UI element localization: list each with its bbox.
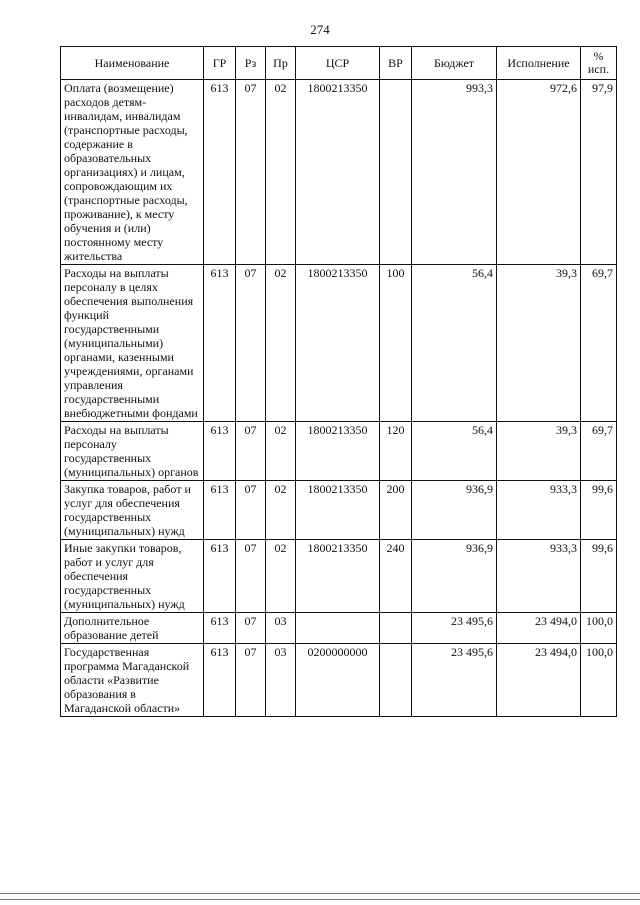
execution-value: 933,3 xyxy=(497,481,581,540)
row-name: Государственная программа Магаданской области «Развитие образования в Магаданской области» xyxy=(61,644,204,717)
budget-table xyxy=(60,46,617,717)
csr-code: 1800213350 xyxy=(296,265,380,422)
budget-value: 936,9 xyxy=(412,481,497,540)
row-name: Расходы на выплаты персоналу государственных (муниципальных) органов xyxy=(61,422,204,481)
column-header: ЦСР xyxy=(296,47,380,80)
csr-code: 0200000000 xyxy=(296,644,380,717)
table-row xyxy=(61,422,617,481)
table-row xyxy=(61,80,617,265)
rz-code: 07 xyxy=(236,644,266,717)
vr-code xyxy=(380,613,412,644)
rz-code: 07 xyxy=(236,265,266,422)
scan-edge-line xyxy=(0,899,640,900)
table-row xyxy=(61,644,617,717)
gr-code: 613 xyxy=(204,422,236,481)
gr-code: 613 xyxy=(204,644,236,717)
gr-code: 613 xyxy=(204,80,236,265)
budget-value: 936,9 xyxy=(412,540,497,613)
percent-value: 69,7 xyxy=(581,265,617,422)
pr-code: 02 xyxy=(266,481,296,540)
pr-code: 02 xyxy=(266,265,296,422)
csr-code xyxy=(296,613,380,644)
column-header: % исп. xyxy=(581,47,617,80)
vr-code xyxy=(380,80,412,265)
table-row xyxy=(61,540,617,613)
budget-value: 23 495,6 xyxy=(412,613,497,644)
execution-value: 39,3 xyxy=(497,265,581,422)
row-name: Закупка товаров, работ и услуг для обеспечения государственных (муниципальных) нужд xyxy=(61,481,204,540)
pr-code: 02 xyxy=(266,422,296,481)
pr-code: 02 xyxy=(266,540,296,613)
csr-code: 1800213350 xyxy=(296,481,380,540)
pr-code: 03 xyxy=(266,644,296,717)
pr-code: 03 xyxy=(266,613,296,644)
percent-value: 99,6 xyxy=(581,540,617,613)
row-name: Дополнительное образование детей xyxy=(61,613,204,644)
pr-code: 02 xyxy=(266,80,296,265)
vr-code: 200 xyxy=(380,481,412,540)
vr-code: 100 xyxy=(380,265,412,422)
row-name: Оплата (возмещение) расходов детям-инвалидам, инвалидам (транспортные расходы, содержание в образовательных организациях) и лицам, сопровождающим их (транспортные расходы, проживание), к месту обучения и (или) постоянному месту жительства xyxy=(61,80,204,265)
csr-code: 1800213350 xyxy=(296,422,380,481)
gr-code: 613 xyxy=(204,481,236,540)
budget-value: 56,4 xyxy=(412,265,497,422)
table-row xyxy=(61,265,617,422)
vr-code xyxy=(380,644,412,717)
execution-value: 972,6 xyxy=(497,80,581,265)
table-row xyxy=(61,481,617,540)
percent-value: 100,0 xyxy=(581,613,617,644)
csr-code: 1800213350 xyxy=(296,540,380,613)
budget-value: 993,3 xyxy=(412,80,497,265)
gr-code: 613 xyxy=(204,265,236,422)
table-header-row xyxy=(61,47,617,80)
scan-edge-line xyxy=(0,893,640,894)
column-header: Пр xyxy=(266,47,296,80)
column-header: ВР xyxy=(380,47,412,80)
execution-value: 933,3 xyxy=(497,540,581,613)
rz-code: 07 xyxy=(236,540,266,613)
gr-code: 613 xyxy=(204,613,236,644)
rz-code: 07 xyxy=(236,422,266,481)
row-name: Иные закупки товаров, работ и услуг для обеспечения государственных (муниципальных) нужд xyxy=(61,540,204,613)
percent-value: 69,7 xyxy=(581,422,617,481)
table-row xyxy=(61,613,617,644)
csr-code: 1800213350 xyxy=(296,80,380,265)
gr-code: 613 xyxy=(204,540,236,613)
budget-value: 56,4 xyxy=(412,422,497,481)
column-header: ГР xyxy=(204,47,236,80)
vr-code: 120 xyxy=(380,422,412,481)
column-header: Наименование xyxy=(61,47,204,80)
budget-value: 23 495,6 xyxy=(412,644,497,717)
execution-value: 39,3 xyxy=(497,422,581,481)
column-header: Бюджет xyxy=(412,47,497,80)
execution-value: 23 494,0 xyxy=(497,644,581,717)
percent-value: 97,9 xyxy=(581,80,617,265)
percent-value: 100,0 xyxy=(581,644,617,717)
column-header: Исполнение xyxy=(497,47,581,80)
page-number: 274 xyxy=(310,22,330,37)
rz-code: 07 xyxy=(236,80,266,265)
rz-code: 07 xyxy=(236,613,266,644)
rz-code: 07 xyxy=(236,481,266,540)
percent-value: 99,6 xyxy=(581,481,617,540)
row-name: Расходы на выплаты персоналу в целях обеспечения выполнения функций государственными (муниципальными) органами, казенными учреждениями, органами управления государственными внебюджетными фондами xyxy=(61,265,204,422)
column-header: Рз xyxy=(236,47,266,80)
execution-value: 23 494,0 xyxy=(497,613,581,644)
vr-code: 240 xyxy=(380,540,412,613)
